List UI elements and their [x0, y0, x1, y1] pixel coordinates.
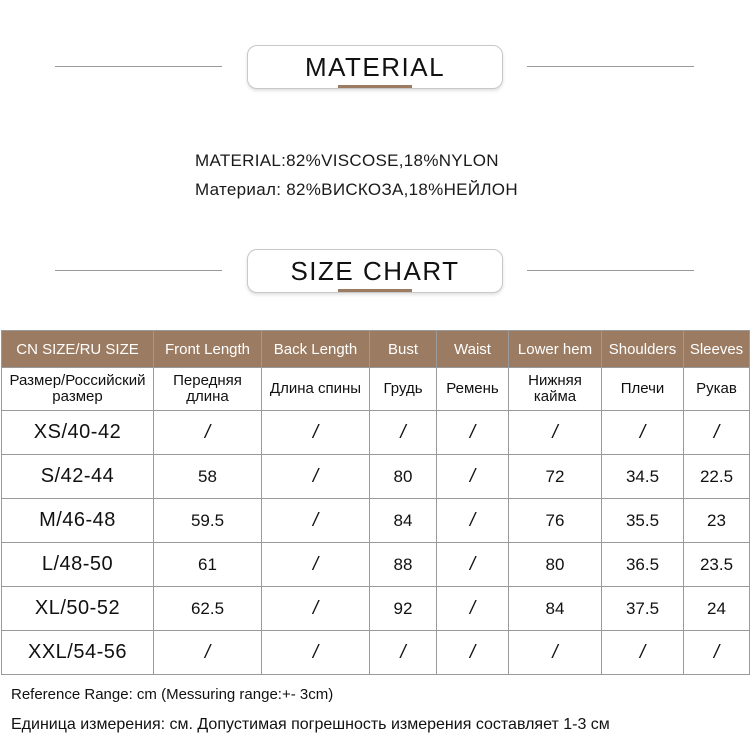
measurement-cell: 23 [684, 499, 750, 543]
measurement-cell: / [262, 499, 370, 543]
measurement-cell: 35.5 [602, 499, 684, 543]
size-label-cell: S/42-44 [2, 455, 154, 499]
column-header-en: Sleeves [684, 331, 750, 368]
measurement-cell: / [437, 411, 509, 455]
measurement-cell: / [154, 411, 262, 455]
column-header-en: Bust [370, 331, 437, 368]
divider-right [527, 66, 694, 67]
column-header-en: Back Length [262, 331, 370, 368]
reference-range-note: Reference Range: cm (Messuring range:+- 3cm) [11, 686, 334, 703]
column-header-ru: Ремень [437, 368, 509, 411]
material-ru: Материал: 82%ВИСКОЗА,18%НЕЙЛОН [195, 180, 518, 199]
column-header-en: CN SIZE/RU SIZE [2, 331, 154, 368]
divider-left [55, 270, 222, 271]
divider-left [55, 66, 222, 67]
column-header-en: Front Length [154, 331, 262, 368]
column-header-ru: Рукав [684, 368, 750, 411]
column-header-ru: Передняя длина [154, 368, 262, 411]
column-header-ru: Грудь [370, 368, 437, 411]
table-row [2, 631, 750, 675]
size-label-cell: XS/40-42 [2, 411, 154, 455]
measurement-cell: 72 [509, 455, 602, 499]
measurement-cell: 92 [370, 587, 437, 631]
measurement-cell: 58 [154, 455, 262, 499]
measurement-cell: / [437, 587, 509, 631]
measurement-cell: 84 [370, 499, 437, 543]
measurement-cell: 24 [684, 587, 750, 631]
title-underline [338, 289, 412, 292]
measurement-cell: / [684, 411, 750, 455]
measurement-cell: 76 [509, 499, 602, 543]
header-row-ru [2, 368, 750, 411]
size-chart-title: SIZE CHART [247, 249, 503, 293]
table-row [2, 543, 750, 587]
material-en: MATERIAL:82%VISCOSE,18%NYLON [195, 151, 499, 170]
measurement-cell: / [370, 631, 437, 675]
measurement-cell: / [509, 631, 602, 675]
column-header-en: Waist [437, 331, 509, 368]
material-section-header [0, 45, 750, 93]
size-label-cell: XL/50-52 [2, 587, 154, 631]
measurement-cell: / [437, 455, 509, 499]
table-row [2, 411, 750, 455]
column-header-ru: Размер/Российский размер [2, 368, 154, 411]
measurement-cell: / [437, 499, 509, 543]
measurement-cell: / [154, 631, 262, 675]
measurement-cell: 34.5 [602, 455, 684, 499]
column-header-ru: Длина спины [262, 368, 370, 411]
column-header-en: Shoulders [602, 331, 684, 368]
title-underline [338, 85, 412, 88]
divider-right [527, 270, 694, 271]
size-chart-table [1, 330, 750, 675]
measurement-cell: 23.5 [684, 543, 750, 587]
measurement-cell: 88 [370, 543, 437, 587]
measurement-cell: 22.5 [684, 455, 750, 499]
measurement-cell: / [602, 631, 684, 675]
size-chart-section-header [0, 249, 750, 297]
column-header-ru: Нижняя кайма [509, 368, 602, 411]
column-header-ru: Плечи [602, 368, 684, 411]
measurement-cell: / [262, 543, 370, 587]
measurement-cell: 61 [154, 543, 262, 587]
size-label-cell: M/46-48 [2, 499, 154, 543]
measurement-cell: 36.5 [602, 543, 684, 587]
measurement-cell: / [262, 455, 370, 499]
measurement-cell: 59.5 [154, 499, 262, 543]
measurement-cell: 62.5 [154, 587, 262, 631]
material-title: MATERIAL [247, 45, 503, 89]
measurement-cell: / [262, 631, 370, 675]
table-body [2, 411, 750, 675]
column-header-en: Lower hem [509, 331, 602, 368]
measurement-cell: / [437, 543, 509, 587]
size-label-cell: L/48-50 [2, 543, 154, 587]
measurement-cell: 80 [370, 455, 437, 499]
reference-range-note-ru: Единица измерения: см. Допустимая погрешность измерения составляет 1-3 см [11, 716, 610, 733]
table-row [2, 499, 750, 543]
measurement-cell: / [437, 631, 509, 675]
measurement-cell: / [684, 631, 750, 675]
size-label-cell: XXL/54-56 [2, 631, 154, 675]
measurement-cell: 80 [509, 543, 602, 587]
material-info [195, 146, 518, 204]
measurement-cell: / [509, 411, 602, 455]
measurement-cell: / [602, 411, 684, 455]
table-row [2, 587, 750, 631]
measurement-cell: / [262, 411, 370, 455]
measurement-cell: 84 [509, 587, 602, 631]
measurement-cell: / [370, 411, 437, 455]
table-row [2, 455, 750, 499]
measurement-cell: / [262, 587, 370, 631]
header-row-en [2, 331, 750, 368]
measurement-cell: 37.5 [602, 587, 684, 631]
